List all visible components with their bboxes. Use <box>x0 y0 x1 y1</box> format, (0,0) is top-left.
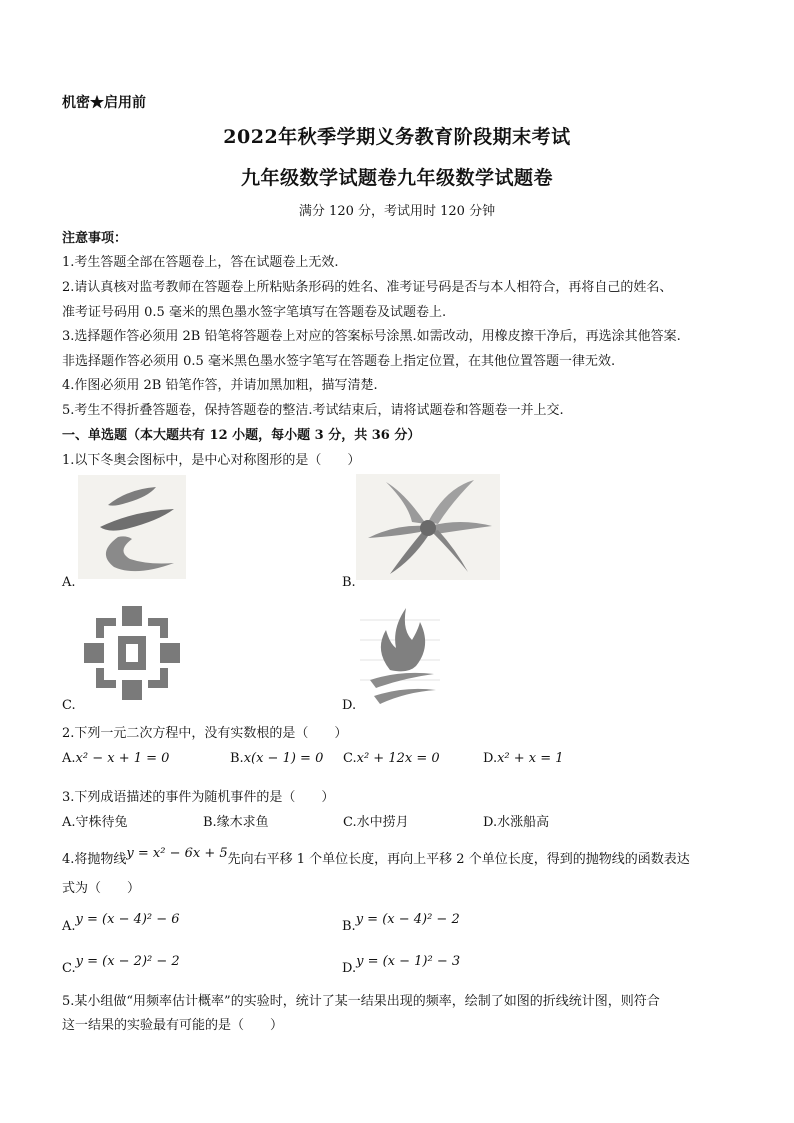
q4-option-b-expr: y = (x − 4)² − 2 <box>355 912 460 927</box>
question-5-stem: 5.某小组做“用频率估计概率”的实验时，统计了某一结果出现的频率，绘制了如图的折线统计图，则符合 <box>62 994 660 1009</box>
q4-option-d <box>342 954 461 976</box>
q4-stem-prefix: 4.将抛物线 <box>62 852 127 867</box>
q2-option-d-label: D. <box>483 751 498 766</box>
q3-option-c: C.水中捞月 <box>343 815 409 830</box>
paper-title: 九年级数学试题卷九年级数学试题卷 <box>240 167 553 189</box>
notice-line: 5.考生不得折叠答题卷，保持答题卷的整洁.考试结束后，请将试题卷和答题卷一并上交. <box>62 403 564 418</box>
question-1-stem: 1.以下冬奥会图标中，是中心对称图形的是（ ） <box>62 453 361 468</box>
question-3-stem: 3.下列成语描述的事件为随机事件的是（ ） <box>62 790 335 805</box>
q4-option-d-label: D. <box>342 961 357 976</box>
section-heading: 一、单选题（本大题共有 12 小题，每小题 3 分，共 36 分） <box>62 428 421 443</box>
q4-option-b-label: B. <box>342 919 356 934</box>
question-5-stem-line2: 这一结果的实验最有可能的是（ ） <box>62 1018 284 1033</box>
q1-option-a-label: A. <box>62 575 76 590</box>
q4-option-b <box>342 912 460 934</box>
notice-line: 1.考生答题全部在答题卷上，答在试题卷上无效. <box>62 255 339 270</box>
notice-line: 3.选择题作答必须用 2B 铅笔将答题卷上对应的答案标号涂黑.如需改动，用橡皮擦干净后，再选涂其他答案. <box>62 329 681 344</box>
flower-burst-icon <box>356 474 500 580</box>
wind-swirl-icon <box>78 475 186 579</box>
q4-parabola-expr: y = x² − 6x + 5 <box>126 846 228 861</box>
exam-title: 2022年秋季学期义务教育阶段期末考试 <box>223 126 571 148</box>
q2-option-d-expr: x² + x = 1 <box>497 751 564 766</box>
notice-heading: 注意事项： <box>62 231 128 246</box>
q3-option-d: D.水涨船高 <box>483 815 550 830</box>
snowflake-square-icon <box>78 600 186 706</box>
q2-option-b-label: B. <box>230 751 244 766</box>
question-2-stem: 2.下列一元二次方程中，没有实数根的是（ ） <box>62 726 348 741</box>
notice-line: 准考证号码用 0.5 毫米的黑色墨水签字笔填写在答题卷及试题卷上. <box>62 305 447 320</box>
q4-option-a-label: A. <box>62 919 76 934</box>
q2-option-c-expr: x² + 12x = 0 <box>356 751 440 766</box>
q4-stem-line2: 式为（ ） <box>62 881 141 896</box>
q4-option-a-expr: y = (x − 4)² − 6 <box>75 912 180 927</box>
q4-stem-suffix: 先向右平移 1 个单位长度，再向上平移 2 个单位长度，得到的抛物线的函数表达 <box>227 852 690 867</box>
q2-option-d <box>483 751 564 766</box>
question-4-stem <box>62 848 690 867</box>
notice-line: 2.请认真核对监考教师在答题卷上所粘贴条形码的姓名、准考证号码是否与本人相符合，再将自己的姓名、 <box>62 280 673 295</box>
q2-option-a <box>62 751 169 766</box>
q4-option-c <box>62 954 180 976</box>
q1-option-c-label: C. <box>62 698 76 713</box>
q2-option-b-expr: x(x − 1) = 0 <box>243 751 324 766</box>
q2-option-c-label: C. <box>343 751 357 766</box>
q3-option-a: A.守株待兔 <box>62 815 128 830</box>
confidential-label: 机密★启用前 <box>62 95 146 111</box>
q4-option-c-label: C. <box>62 961 76 976</box>
q2-option-a-label: A. <box>62 751 76 766</box>
q1-option-d-label: D. <box>342 698 357 713</box>
q2-option-c <box>343 751 440 766</box>
score-time-note: 满分 120 分，考试用时 120 分钟 <box>298 204 496 219</box>
q4-option-a <box>62 912 180 934</box>
q4-option-d-expr: y = (x − 1)² − 3 <box>356 954 461 969</box>
q3-option-b: B.缘木求鱼 <box>203 815 269 830</box>
flame-icon <box>360 600 440 710</box>
q1-option-b-label: B. <box>342 575 356 590</box>
q4-option-c-expr: y = (x − 2)² − 2 <box>75 954 180 969</box>
q2-option-a-expr: x² − x + 1 = 0 <box>75 751 170 766</box>
notice-line: 非选择题作答必须用 0.5 毫米黑色墨水签字笔写在答题卷上指定位置，在其他位置答题一律无效. <box>62 354 616 369</box>
notice-line: 4.作图必须用 2B 铅笔作答，并请加黑加粗，描写清楚. <box>62 378 378 393</box>
q2-option-b <box>230 751 323 766</box>
